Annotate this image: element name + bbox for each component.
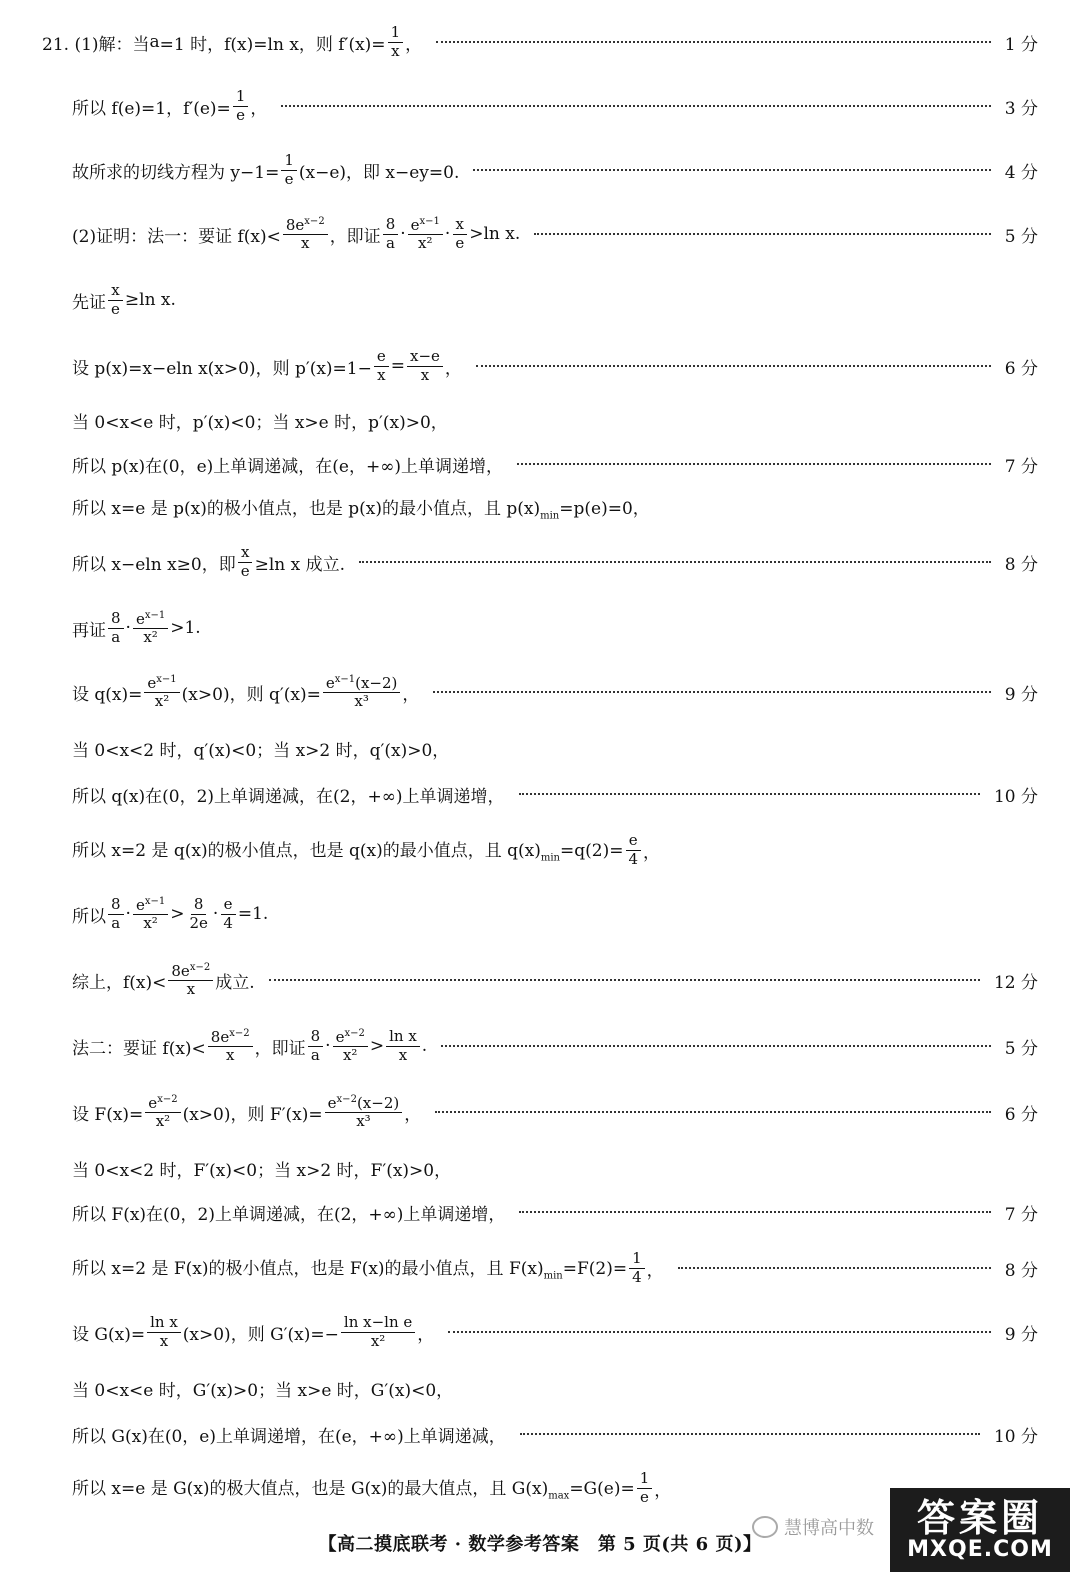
line-text: 法二：要证 f(x)< $\frac{8e^{x-2}}{x}$ ，即证 $\frac{8}{a}$ · $\frac{e^{x-2}}{\text{x²}}$ > $\frac{\text{ln x}}{x}$ . bbox=[72, 1027, 428, 1064]
solution-line bbox=[0, 886, 1080, 942]
dot-leader bbox=[517, 463, 991, 465]
score-mark: 5 分 bbox=[1004, 226, 1038, 247]
fraction: $\frac{8e^{x-2}}{x}$ bbox=[168, 962, 213, 999]
solution-line bbox=[0, 822, 1080, 878]
dot-leader bbox=[436, 41, 991, 43]
fraction: $\frac{1}{4}$ bbox=[629, 1250, 645, 1286]
wechat-watermark bbox=[752, 1510, 892, 1544]
score-mark: 10 分 bbox=[993, 786, 1038, 807]
solution-line bbox=[0, 1184, 1080, 1240]
dot-leader bbox=[534, 233, 991, 235]
line-text: 设 F(x)= $\frac{e^{x-2}}{\text{x²}}$ (x>0)，则 F′(x)= $\frac{e^{x-2}(x-2)}{\text{x³}}$ ， bbox=[72, 1093, 422, 1130]
wechat-icon bbox=[752, 1516, 778, 1538]
solution-line bbox=[0, 1304, 1080, 1360]
fraction: $\frac{e^{x-2}}{\text{x²}}$ bbox=[333, 1028, 368, 1065]
dot-leader bbox=[269, 979, 980, 981]
solution-line bbox=[0, 338, 1080, 394]
dot-leader bbox=[519, 793, 980, 795]
line-text: 所以 p(x)在(0，e)上单调递减，在(e，+∞)上单调递增， bbox=[72, 456, 504, 477]
fraction: $\frac{e}{4}$ bbox=[625, 832, 641, 868]
fraction: $\frac{8}{a}$ bbox=[308, 1028, 324, 1064]
solution-line bbox=[0, 1084, 1080, 1140]
fraction: $\frac{\text{ln x−ln e}}{\text{x²}}$ bbox=[341, 1314, 415, 1350]
solution-line bbox=[0, 14, 1080, 70]
dot-leader bbox=[441, 1045, 991, 1047]
solution-line bbox=[0, 142, 1080, 198]
score-mark: 5 分 bbox=[1004, 1038, 1038, 1059]
dot-leader bbox=[448, 1331, 991, 1333]
solution-line bbox=[0, 600, 1080, 656]
fraction: $\frac{e^{x-1}}{\text{x²}}$ bbox=[144, 674, 179, 711]
solution-line bbox=[0, 1240, 1080, 1296]
score-mark: 8 分 bbox=[1004, 554, 1038, 575]
line-text: 综上，f(x)< $\frac{8e^{x-2}}{x}$ 成立. bbox=[72, 961, 255, 998]
fraction: $\frac{x}{e}$ bbox=[452, 216, 467, 252]
fraction: $\frac{1}{e}$ bbox=[637, 1470, 653, 1506]
line-text: 所以 F(x)在(0，2)上单调递减，在(2，+∞)上单调递增， bbox=[72, 1204, 506, 1225]
dot-leader bbox=[520, 1433, 980, 1435]
solution-line bbox=[0, 206, 1080, 262]
line-text: 所以 $\frac{8}{a}$ · $\frac{e^{x-1}}{\text{x²}}$ > $\frac{8}{2e}$ · $\frac{e}{4}$ =1. bbox=[72, 895, 269, 932]
solution-line bbox=[0, 766, 1080, 822]
score-mark: 9 分 bbox=[1004, 684, 1038, 705]
fraction: $\frac{1}{x}$ bbox=[388, 24, 404, 60]
logo-title: 答案圈 bbox=[916, 1495, 1043, 1540]
score-mark: 3 分 bbox=[1004, 98, 1038, 119]
line-text: 所以 x−eln x≥0，即 $\frac{x}{e}$ ≥ln x 成立. bbox=[72, 543, 346, 580]
line-text: 21. (1)解：当 a =1 时，f(x)=ln x，则 f′(x)= $\frac{1}{x}$ ， bbox=[42, 23, 423, 60]
score-mark: 12 分 bbox=[993, 972, 1038, 993]
fraction: $\frac{e^{x-1}}{\text{x²}}$ bbox=[133, 896, 168, 933]
line-text: 所以 x=2 是 q(x)的极小值点，也是 q(x)的最小值点，且 $q(x)_{min}=q(2)=$ $\frac{e}{4}$ ， bbox=[72, 831, 660, 868]
page-footer: 【高二摸底联考 · 数学参考答案 第 5 页(共 6 页)】 bbox=[318, 1534, 762, 1555]
line-text: 所以 x=e 是 p(x)的极小值点，也是 p(x)的最小值点，且 $p(x)_{min}=p(e)=0$， bbox=[72, 499, 650, 522]
solution-line bbox=[0, 534, 1080, 590]
score-mark: 8 分 bbox=[1004, 1260, 1038, 1281]
line-text: 设 p(x)=x−eln x(x>0)，则 p′(x)=1− $\frac{e}{x}$ = $\frac{x-e}{x}$ ， bbox=[72, 347, 462, 384]
fraction: $\frac{x-e}{x}$ bbox=[407, 348, 443, 384]
solution-line bbox=[0, 78, 1080, 134]
dot-leader bbox=[281, 105, 990, 107]
solution-line bbox=[0, 664, 1080, 720]
fraction: $\frac{8}{a}$ bbox=[108, 896, 124, 932]
fraction: $\frac{8e^{x-2}}{x}$ bbox=[208, 1028, 253, 1065]
line-text: 当 0<x<2 时，F′(x)<0；当 x>2 时，F′(x)>0， bbox=[72, 1160, 452, 1181]
fraction: $\frac{1}{e}$ bbox=[233, 88, 249, 124]
fraction: $\frac{e^{x-1}}{\text{x²}}$ bbox=[408, 216, 443, 253]
dot-leader bbox=[473, 169, 990, 171]
solution-line bbox=[0, 1018, 1080, 1074]
fraction: $\frac{e}{x}$ bbox=[374, 348, 389, 384]
solution-line bbox=[0, 480, 1080, 536]
score-mark: 7 分 bbox=[1004, 456, 1038, 477]
fraction: $\frac{e^{x-1}}{\text{x²}}$ bbox=[133, 610, 168, 647]
solution-line bbox=[0, 952, 1080, 1008]
wechat-watermark-text: 慧博高中数 bbox=[784, 1518, 874, 1539]
fraction: $\frac{8e^{x-2}}{x}$ bbox=[283, 216, 328, 253]
line-text: 所以 x=2 是 F(x)的极小值点，也是 F(x)的最小值点，且 $F(x)_{min}=F(2)=$ $\frac{1}{4}$ ， bbox=[72, 1249, 664, 1286]
dot-leader bbox=[678, 1267, 991, 1269]
line-text: 当 0<x<2 时，q′(x)<0；当 x>2 时，q′(x)>0， bbox=[72, 740, 450, 761]
score-mark: 9 分 bbox=[1004, 1324, 1038, 1345]
logo-domain: MXQE.COM bbox=[907, 1536, 1053, 1562]
line-text: (2)证明：法一：要证 f(x)< $\frac{8e^{x-2}}{x}$ ，即证 $\frac{8}{a}$ · $\frac{e^{x-1}}{\text{x²}}$ · $\frac{x}{e}$ >ln x. bbox=[72, 215, 521, 252]
fraction: $\frac{x}{e}$ bbox=[238, 544, 253, 580]
line-text: 所以 x=e 是 G(x)的极大值点，也是 G(x)的最大值点，且 $G(x)_{max}=G(e)=$ $\frac{1}{e}$ ， bbox=[72, 1469, 672, 1506]
fraction: $\frac{8}{2e}$ bbox=[189, 895, 208, 932]
fraction: $\frac{\text{ln x}}{x}$ bbox=[386, 1028, 420, 1064]
fraction: $\frac{8}{a}$ bbox=[383, 216, 399, 252]
line-text: 设 q(x)= $\frac{e^{x-1}}{\text{x²}}$ (x>0)，则 q′(x)= $\frac{e^{x-1}(x-2)}{\text{x³}}$ ， bbox=[72, 673, 420, 710]
solution-line bbox=[0, 272, 1080, 328]
score-mark: 6 分 bbox=[1004, 1104, 1038, 1125]
fraction: $\frac{e}{4}$ bbox=[220, 896, 236, 932]
line-text: 当 0<x<e 时，p′(x)<0；当 x>e 时，p′(x)>0， bbox=[72, 412, 448, 433]
line-text: 设 G(x)= $\frac{\text{ln x}}{x}$ (x>0)，则 G′(x)=− $\frac{\text{ln x−ln e}}{\text{x²}}$ ， bbox=[72, 1313, 435, 1350]
site-logo-watermark bbox=[890, 1488, 1070, 1572]
fraction: $\frac{\text{ln x}}{x}$ bbox=[147, 1314, 181, 1350]
line-text: 当 0<x<e 时，G′(x)>0；当 x>e 时，G′(x)<0， bbox=[72, 1380, 454, 1401]
dot-leader bbox=[435, 1111, 991, 1113]
fraction: $\frac{e^{x-2}(x-2)}{\text{x³}}$ bbox=[325, 1094, 403, 1131]
line-text: 再证 $\frac{8}{a}$ · $\frac{e^{x-1}}{\text{x²}}$ >1. bbox=[72, 609, 201, 646]
score-mark: 7 分 bbox=[1004, 1204, 1038, 1225]
fraction: $\frac{e^{x-1}(x-2)}{\text{x³}}$ bbox=[323, 674, 401, 711]
line-text: 所以 G(x)在(0，e)上单调递增，在(e，+∞)上单调递减， bbox=[72, 1426, 506, 1447]
line-text: 所以 f(e)=1，f′(e)= $\frac{1}{e}$ ， bbox=[72, 87, 268, 124]
fraction: $\frac{x}{e}$ bbox=[108, 282, 123, 318]
dot-leader bbox=[476, 365, 991, 367]
score-mark: 10 分 bbox=[993, 1426, 1038, 1447]
line-text: 所以 q(x)在(0，2)上单调递减，在(2，+∞)上单调递增， bbox=[72, 786, 505, 807]
dot-leader bbox=[359, 561, 991, 563]
score-mark: 4 分 bbox=[1004, 162, 1038, 183]
line-text: 故所求的切线方程为 y−1= $\frac{1}{e}$ (x−e)，即 x−ey=0. bbox=[72, 151, 460, 188]
solution-line bbox=[0, 1406, 1080, 1462]
score-mark: 1 分 bbox=[1004, 34, 1038, 55]
fraction: $\frac{8}{a}$ bbox=[108, 610, 124, 646]
dot-leader bbox=[519, 1211, 990, 1213]
fraction: $\frac{1}{e}$ bbox=[281, 152, 297, 188]
dot-leader bbox=[433, 691, 990, 693]
fraction: $\frac{e^{x-2}}{\text{x²}}$ bbox=[145, 1094, 180, 1131]
line-text: 先证 $\frac{x}{e}$ ≥ln x. bbox=[72, 281, 176, 318]
score-mark: 6 分 bbox=[1004, 358, 1038, 379]
